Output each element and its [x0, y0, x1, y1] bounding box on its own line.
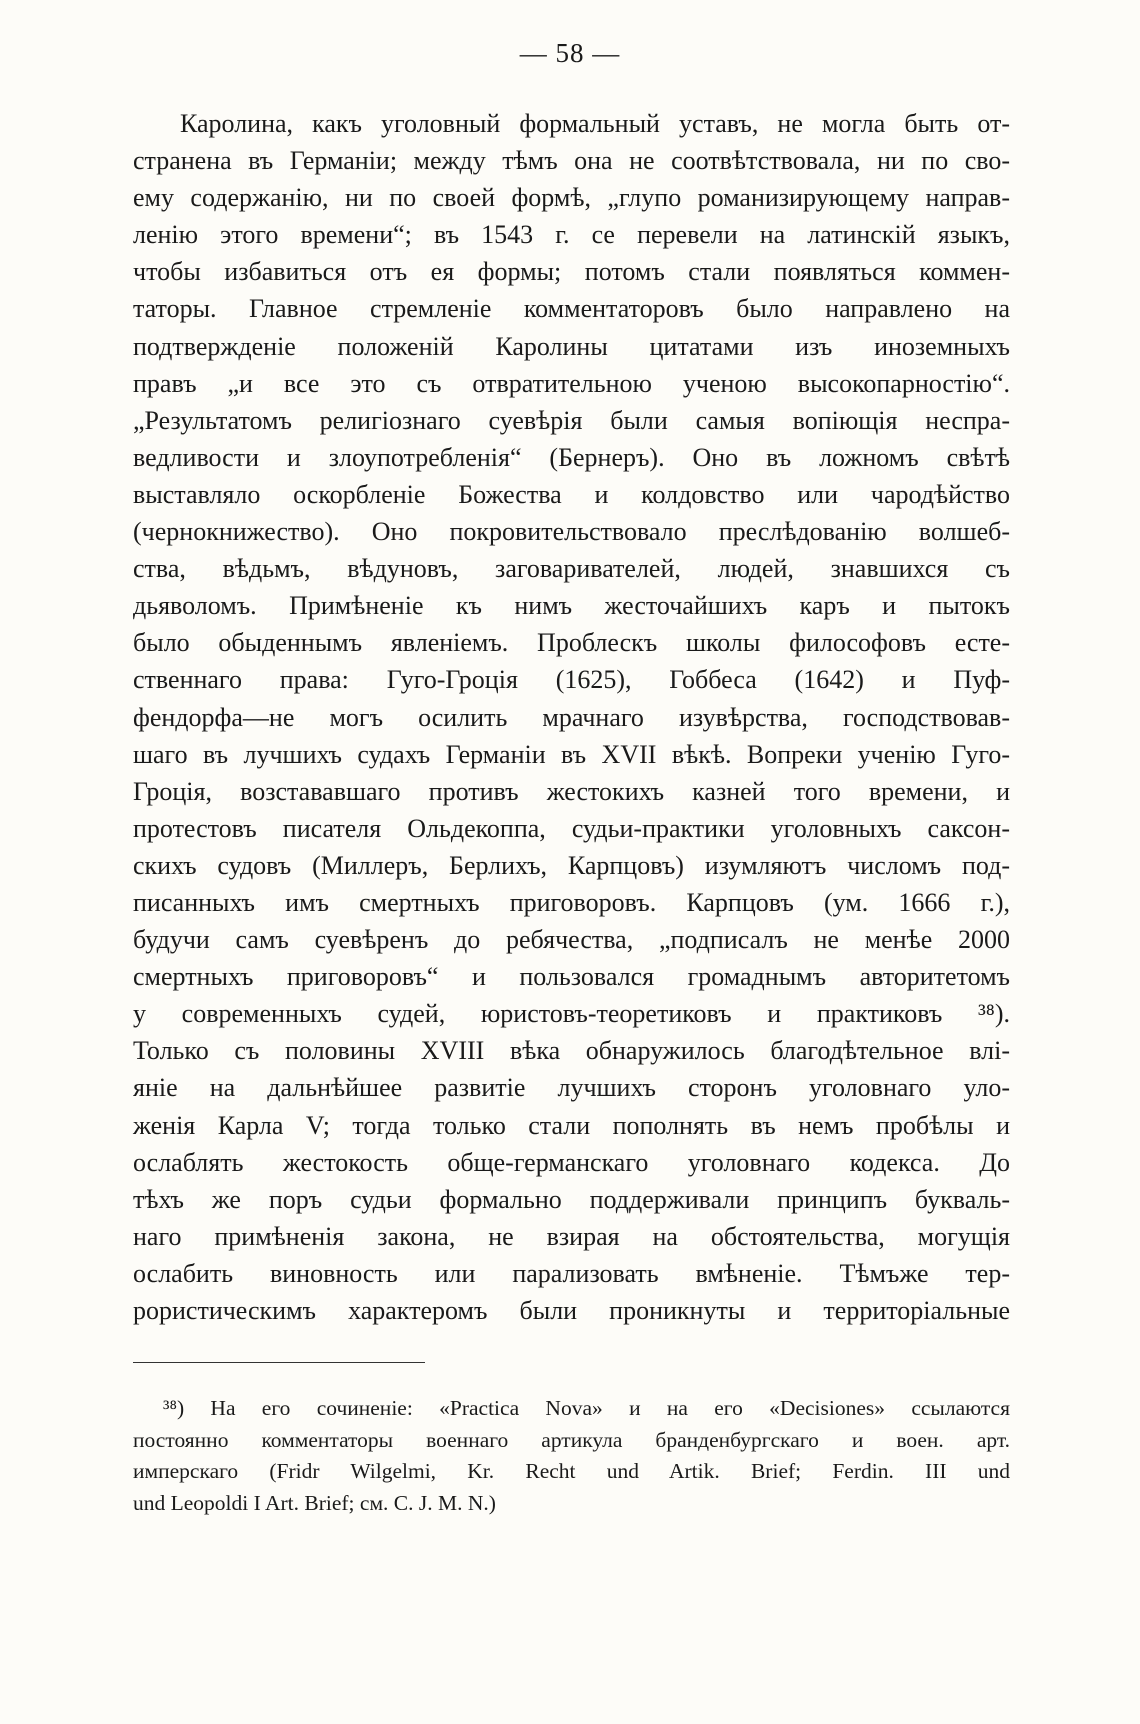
body-line: ему содержанію, ни по своей формѣ, „глупо романизирующему направ- — [133, 183, 1010, 213]
footnote-line: постоянно комментаторы военнаго артикула бранденбургскаго и воен. арт. — [133, 1427, 1010, 1452]
footnote-line: имперскаго (Fridr Wilgelmi, Kr. Recht und Artik. Brief; Ferdin. III und — [133, 1459, 1010, 1483]
body-line: скихъ судовъ (Миллеръ, Берлихъ, Карпцовъ) изумляютъ числомъ под- — [133, 850, 1010, 880]
body-line: наго примѣненія закона, не взирая на обстоятельства, могущія — [133, 1221, 1010, 1251]
body-line: у современныхъ судей, юристовъ-теоретиковъ и практиковъ ³⁸). — [133, 999, 1010, 1029]
body-line: (чернокнижество). Оно покровительствовало преслѣдованію волшеб- — [133, 517, 1010, 547]
body-line: ослабить виновность или парализовать вмѣненіе. Тѣмъже тер- — [133, 1258, 1010, 1288]
body-line: шаго въ лучшихъ судахъ Германіи въ XVII вѣкѣ. Вопреки ученію Гуго- — [133, 739, 1010, 769]
body-line: женія Карла V; тогда только стали пополнять въ немъ пробѣлы и — [133, 1110, 1010, 1140]
body-text — [133, 105, 1010, 1329]
footnote-line: und Leopoldi I Art. Brief; см. С. J. M. N.) — [133, 1490, 496, 1515]
body-line: Каролина, какъ уголовный формальный уставъ, не могла быть от- — [180, 109, 1010, 138]
body-line: дьяволомъ. Примѣненіе къ нимъ жесточайшихъ каръ и пытокъ — [133, 591, 1010, 621]
body-line: правъ „и все это съ отвратительною ученою высокопарностію“. — [133, 368, 1010, 398]
body-line: подтвержденіе положеній Каролины цитатами изъ иноземныхъ — [133, 331, 1010, 361]
body-line: тѣхъ же поръ судьи формально поддерживали принципъ букваль- — [133, 1184, 1010, 1214]
body-line: ведливости и злоупотребленія“ (Бернеръ). Оно въ ложномъ свѣтѣ — [133, 442, 1010, 472]
body-line: яніе на дальнѣйшее развитіе лучшихъ сторонъ уголовнаго уло- — [133, 1073, 1010, 1103]
body-line: выставляло оскорбленіе Божества и колдовство или чародѣйство — [133, 479, 1010, 509]
footnote — [133, 1393, 1010, 1519]
body-line: Гроція, возстававшаго противъ жестокихъ казней того времени, и — [133, 776, 1010, 806]
footnote-divider — [133, 1362, 425, 1363]
body-line: будучи самъ суевѣренъ до ребячества, „подписалъ не менѣе 2000 — [133, 925, 1010, 955]
body-line: ослаблять жестокость обще-германскаго уголовнаго кодекса. До — [133, 1147, 1010, 1177]
body-line: ственнаго права: Гуго-Гроція (1625), Гоббеса (1642) и Пуф- — [133, 665, 1010, 695]
page-number: — 58 — — [519, 38, 621, 68]
body-line: таторы. Главное стремленіе комментаторовъ было направлено на — [133, 294, 1010, 324]
body-line: чтобы избавиться отъ ея формы; потомъ стали появляться коммен- — [133, 257, 1010, 287]
body-line: ства, вѣдьмъ, вѣдуновъ, заговаривателей, людей, знавшихся съ — [133, 554, 1010, 584]
body-line: протестовъ писателя Ольдекоппа, судьи-практики уголовныхъ саксон- — [133, 813, 1010, 843]
body-line: „Результатомъ религіознаго суевѣрія были самыя вопіющія неспра- — [133, 405, 1010, 435]
body-line: Только съ половины XVIII вѣка обнаружилось благодѣтельное влі- — [133, 1036, 1010, 1066]
footnote-line: ³⁸) На его сочиненіе: «Practica Nova» и на его «Decisiones» ссылаются — [163, 1396, 1010, 1420]
body-line: ленію этого времени“; въ 1543 г. се перевели на латинскій языкъ, — [133, 220, 1010, 250]
body-line: писанныхъ имъ смертныхъ приговоровъ. Карпцовъ (ум. 1666 г.), — [133, 887, 1010, 917]
body-line: рористическимъ характеромъ были проникнуты и территоріальные — [133, 1296, 1010, 1325]
body-line: фендорфа—не могъ осилить мрачнаго изувѣрства, господствовав- — [133, 702, 1010, 732]
body-line: смертныхъ приговоровъ“ и пользовался громаднымъ авторитетомъ — [133, 962, 1010, 992]
body-line: было обыденнымъ явленіемъ. Проблескъ школы философовъ есте- — [133, 628, 1010, 658]
body-line: странена въ Германіи; между тѣмъ она не соотвѣтствовала, ни по сво- — [133, 146, 1010, 176]
